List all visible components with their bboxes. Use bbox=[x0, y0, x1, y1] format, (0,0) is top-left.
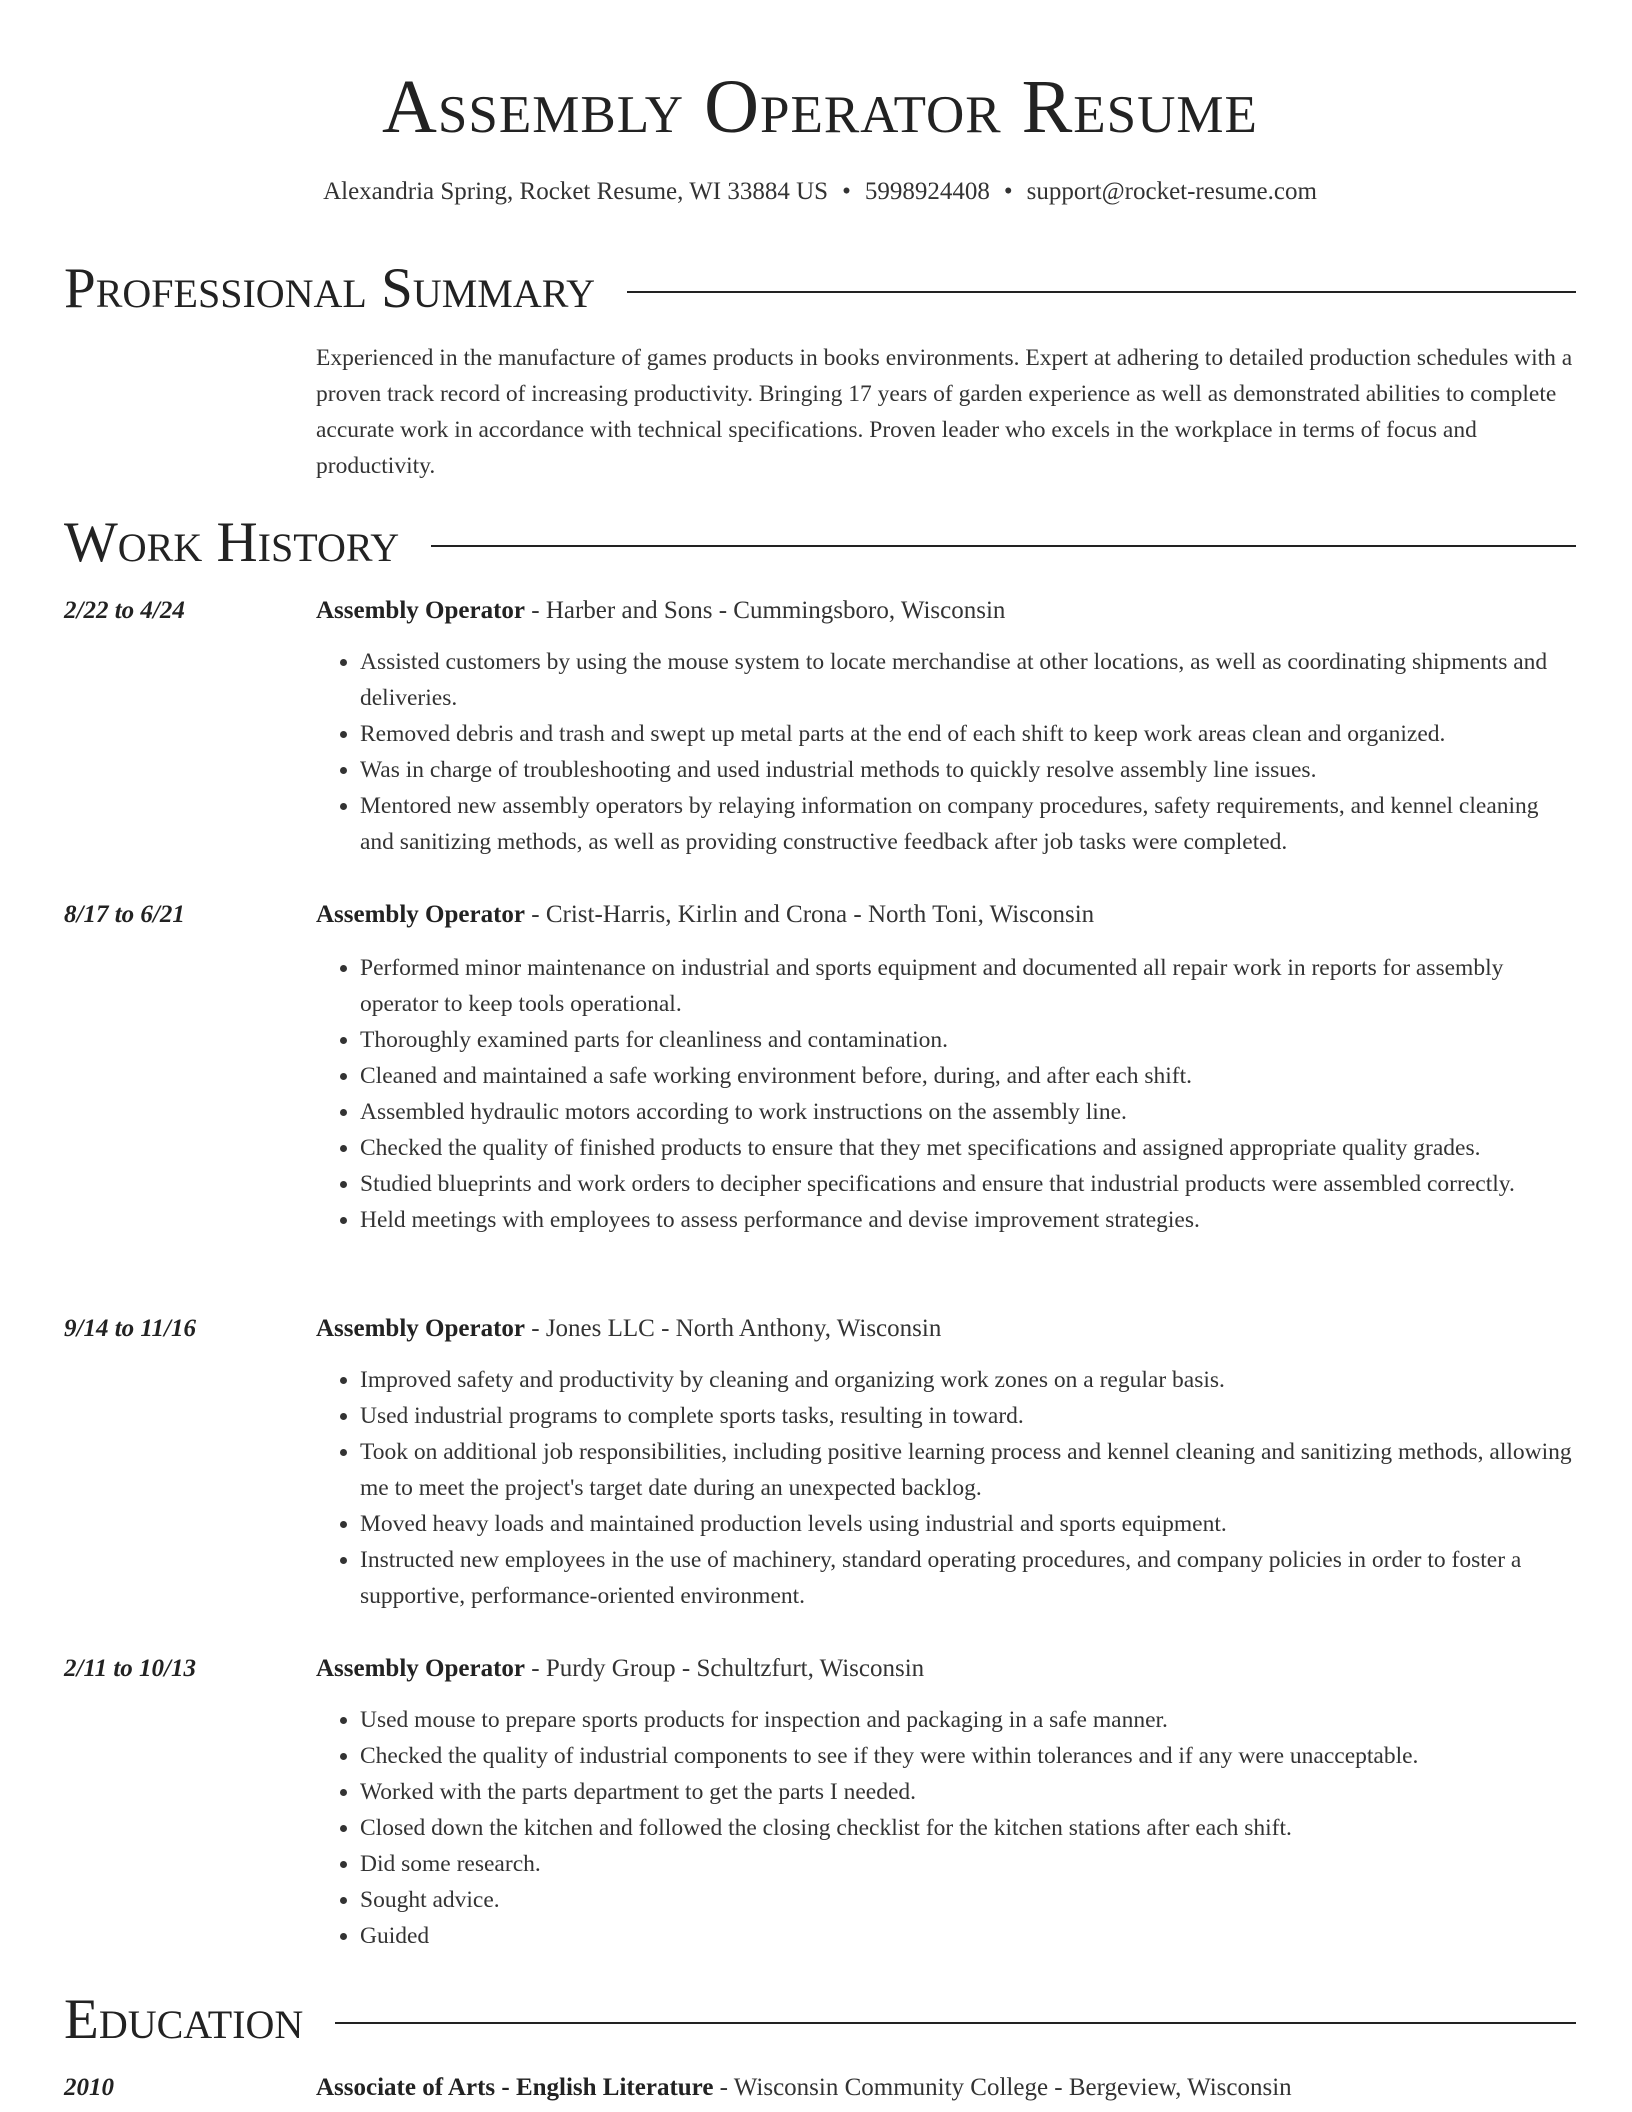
job-heading bbox=[316, 594, 1576, 628]
education-heading: Education bbox=[64, 1988, 304, 2051]
section-divider bbox=[431, 545, 1576, 547]
job-dates: 8/17 to 6/21 bbox=[64, 901, 185, 928]
job-bullet: • Assembled hydraulic motors according to work instructions on the assembly line. bbox=[360, 1094, 1576, 1130]
job-bullet: • Assisted customers by using the mouse system to locate merchandise at other locations, as well as coordinating shipments and deliveries. bbox=[360, 644, 1576, 716]
job-bullets bbox=[360, 950, 1576, 1238]
job-bullet: • Moved heavy loads and maintained production levels using industrial and sports equipment. bbox=[360, 1506, 1576, 1542]
job-details: - Crist-Harris, Kirlin and Crona - North Toni, Wisconsin bbox=[525, 901, 1095, 928]
contact-phone: 5998924408 bbox=[864, 178, 990, 205]
job-dates: 2/22 to 4/24 bbox=[64, 597, 185, 624]
job-details: - Jones LLC - North Anthony, Wisconsin bbox=[525, 1315, 942, 1342]
work-history-heading: Work History bbox=[64, 511, 400, 574]
contact-separator: • bbox=[842, 178, 851, 205]
job-bullet: • Sought advice. bbox=[360, 1882, 1576, 1918]
contact-address: Alexandria Spring, Rocket Resume, WI 33884 US bbox=[323, 178, 829, 205]
job-bullet: • Checked the quality of industrial components to see if they were within tolerances and if any were unacceptable. bbox=[360, 1738, 1576, 1774]
job-position: Assembly Operator bbox=[316, 1315, 525, 1342]
summary-heading: Professional Summary bbox=[64, 257, 596, 320]
education-degree: Associate of Arts - English Literature bbox=[316, 2074, 714, 2101]
summary-text: Experienced in the manufacture of games products in books environments. Expert at adhering to detailed production schedules with a proven track record of increasing productivity. Bringing 17 years of garden experience as well as demonstrated abilities to complete accurate work in accordance with technical specifications. Proven leader who excels in the workplace in terms of focus and productivity. bbox=[316, 345, 1573, 479]
job-details: - Purdy Group - Schultzfurt, Wisconsin bbox=[525, 1655, 925, 1682]
job-bullet: • Removed debris and trash and swept up metal parts at the end of each shift to keep work areas clean and organized. bbox=[360, 716, 1576, 752]
education-section-header bbox=[64, 1985, 1576, 2055]
job-bullet: • Mentored new assembly operators by relaying information on company procedures, safety requirements, and kennel cleaning and sanitizing methods, as well as providing constructive feedback after job tasks were completed. bbox=[360, 788, 1576, 860]
job-heading bbox=[316, 898, 1576, 932]
contact-email: support@rocket-resume.com bbox=[1026, 178, 1317, 205]
job-bullet: • Cleaned and maintained a safe working environment before, during, and after each shift. bbox=[360, 1058, 1576, 1094]
job-bullet: • Worked with the parts department to get the parts I needed. bbox=[360, 1774, 1576, 1810]
job-bullet: • Did some research. bbox=[360, 1846, 1576, 1882]
work-history-section-header bbox=[64, 508, 1576, 578]
section-divider bbox=[335, 2022, 1576, 2024]
job-bullets bbox=[360, 644, 1576, 860]
job-position: Assembly Operator bbox=[316, 901, 525, 928]
job-dates: 9/14 to 11/16 bbox=[64, 1315, 196, 1342]
job-position: Assembly Operator bbox=[316, 597, 525, 624]
job-bullet: • Performed minor maintenance on industrial and sports equipment and documented all repair work in reports for assembly operator to keep tools operational. bbox=[360, 950, 1576, 1022]
job-bullet: • Checked the quality of finished products to ensure that they met specifications and assigned appropriate quality grades. bbox=[360, 1130, 1576, 1166]
resume-title: Assembly Operator Resume bbox=[382, 65, 1258, 149]
education-details: - Wisconsin Community College - Bergeview, Wisconsin bbox=[713, 2074, 1292, 2101]
job-bullets bbox=[360, 1702, 1576, 1954]
summary-section-header bbox=[64, 254, 1576, 324]
contact-line bbox=[64, 175, 1576, 209]
job-bullet: • Held meetings with employees to assess performance and devise improvement strategies. bbox=[360, 1202, 1576, 1238]
job-bullet: • Studied blueprints and work orders to decipher specifications and ensure that industrial products were assembled correctly. bbox=[360, 1166, 1576, 1202]
job-position: Assembly Operator bbox=[316, 1655, 525, 1682]
job-bullet: • Thoroughly examined parts for cleanliness and contamination. bbox=[360, 1022, 1576, 1058]
job-bullet: • Took on additional job responsibilities, including positive learning process and kennel cleaning and sanitizing methods, allowing me to meet the project's target date during an unexpected backlog. bbox=[360, 1434, 1576, 1506]
education-heading-line bbox=[316, 2071, 1576, 2105]
job-bullet: • Used mouse to prepare sports products for inspection and packaging in a safe manner. bbox=[360, 1702, 1576, 1738]
job-bullet: • Instructed new employees in the use of machinery, standard operating procedures, and company policies in order to foster a supportive, performance-oriented environment. bbox=[360, 1542, 1576, 1614]
education-year: 2010 bbox=[64, 2074, 114, 2101]
job-heading bbox=[316, 1652, 1576, 1686]
job-bullet: • Closed down the kitchen and followed the closing checklist for the kitchen stations after each shift. bbox=[360, 1810, 1576, 1846]
contact-separator: • bbox=[1003, 178, 1013, 205]
job-bullet: • Guided bbox=[360, 1918, 1576, 1954]
job-details: - Harber and Sons - Cummingsboro, Wisconsin bbox=[525, 597, 1006, 624]
job-heading bbox=[316, 1312, 1576, 1346]
section-divider bbox=[627, 291, 1576, 293]
job-bullet: • Improved safety and productivity by cleaning and organizing work zones on a regular basis. bbox=[360, 1362, 1576, 1398]
job-bullet: • Was in charge of troubleshooting and used industrial methods to quickly resolve assembly line issues. bbox=[360, 752, 1576, 788]
job-bullet: • Used industrial programs to complete sports tasks, resulting in toward. bbox=[360, 1398, 1576, 1434]
job-bullets bbox=[360, 1362, 1576, 1614]
job-dates: 2/11 to 10/13 bbox=[64, 1655, 196, 1682]
